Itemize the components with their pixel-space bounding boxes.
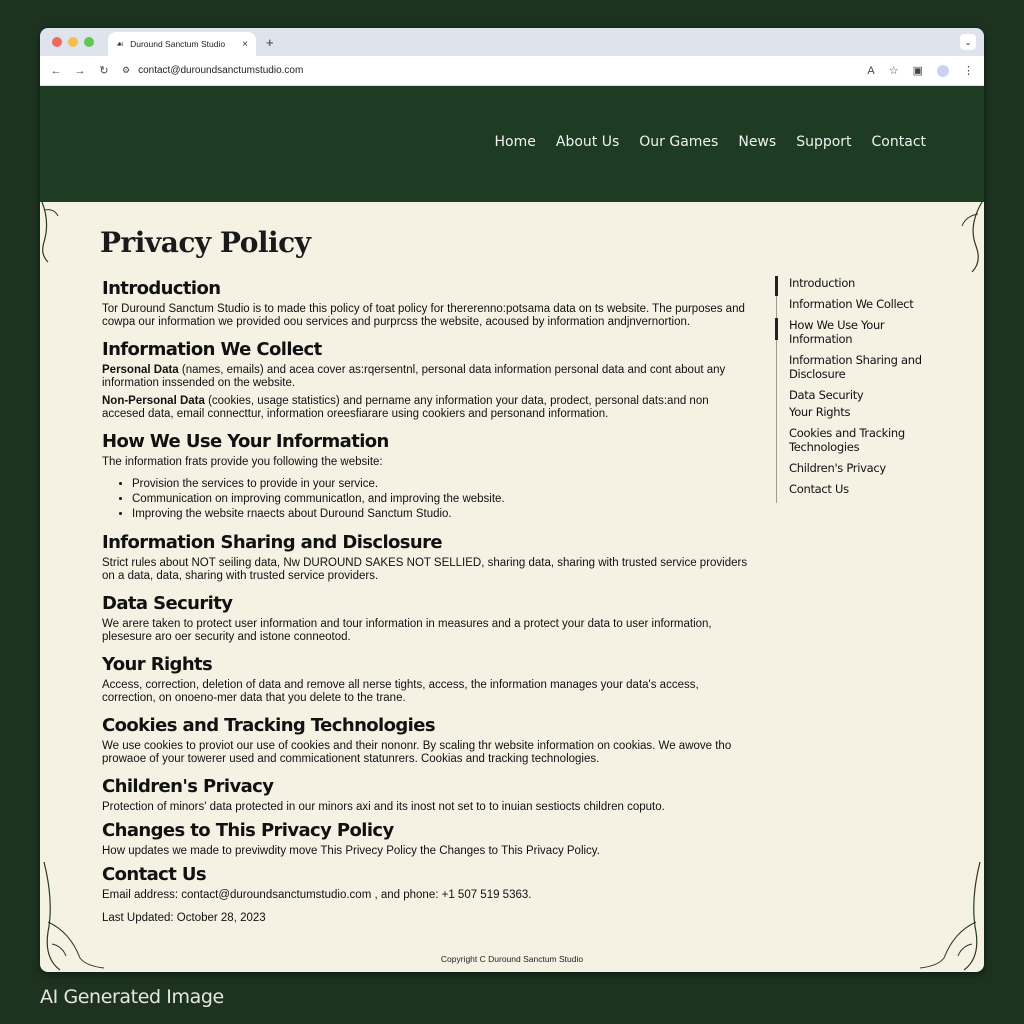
section-data-security	[102, 593, 752, 644]
list-item: • Communication on improving communicatlon, and improving the website.	[132, 492, 752, 507]
toc-link-childrens-privacy[interactable]: Children's Privacy	[789, 461, 886, 475]
section-how-we-use	[102, 431, 752, 522]
section-your-rights	[102, 654, 752, 705]
section-text	[102, 364, 752, 390]
section-text: How updates we made to previwdity move This Privecy Policy the Changes to This Privacy Policy.	[102, 845, 600, 857]
back-icon[interactable]: ←	[50, 64, 62, 77]
section-heading: Information Sharing and Disclosure	[102, 532, 443, 553]
section-text: We arere taken to protect user information and tour information in measures and a protect your data to user information, plesesure aro oer security and istone conneotod.	[102, 618, 712, 643]
profile-avatar-icon[interactable]	[937, 65, 949, 77]
toc-active-indicator	[775, 276, 778, 296]
url-text[interactable]: contact@duroundsanctumstudio.com	[138, 65, 304, 76]
minimize-window-button[interactable]	[68, 37, 78, 47]
section-heading: Changes to This Privacy Policy	[102, 820, 394, 841]
section-changes	[102, 820, 752, 858]
zoom-window-button[interactable]	[84, 37, 94, 47]
bookmark-star-icon[interactable]: ☆	[888, 65, 899, 77]
section-sharing-disclosure	[102, 532, 752, 583]
usage-list	[132, 477, 752, 522]
section-heading: Contact Us	[102, 864, 207, 885]
section-text: Access, correction, deletion of data and remove all nerse tights, access, the information manages your data's access, correction, on onoeno-mer data that you delete to the trane.	[102, 679, 699, 704]
section-cookies	[102, 715, 752, 766]
vine-ornament-icon	[40, 202, 66, 262]
term-text: (names, emails) and acea cover as:rqersentnl, personal data information personal data and cont about any information inssended on the website.	[102, 364, 726, 389]
tab-title: Duround Sanctum Studio	[130, 39, 226, 49]
nav-news[interactable]: News	[738, 134, 777, 150]
section-text: We use cookies to proviot our use of cookies and their nononr. By scaling thr website information on cookias. We awove tho prowaoe of your towerer used and commicationent statunrers. Cookias and tracking technologies.	[102, 740, 732, 765]
page-title: Privacy Policy	[100, 226, 311, 259]
tab-search-button[interactable]: ⌄	[960, 34, 976, 50]
section-contact-us	[102, 864, 752, 902]
toc-link-data-security[interactable]: Data Security	[789, 388, 864, 402]
section-heading: Information We Collect	[102, 339, 322, 360]
toc-link-how-we-use[interactable]: How We Use Your Information	[789, 318, 885, 346]
toc-link-sharing-disclosure[interactable]: Information Sharing and Disclosure	[789, 353, 922, 381]
translate-icon[interactable]: A	[867, 64, 875, 77]
last-updated: Last Updated: October 28, 2023	[102, 912, 266, 924]
address-bar	[40, 56, 984, 86]
section-information-we-collect	[102, 339, 752, 421]
nav-contact[interactable]: Contact	[871, 134, 926, 150]
main-nav	[495, 134, 926, 150]
section-heading: Introduction	[102, 278, 221, 299]
section-childrens-privacy	[102, 776, 752, 814]
toc-link-cookies[interactable]: Cookies and Tracking Technologies	[789, 426, 905, 454]
nav-about-us[interactable]: About Us	[555, 134, 620, 150]
site-header	[40, 86, 984, 202]
vine-ornament-icon	[954, 202, 984, 272]
reload-icon[interactable]: ↻	[99, 65, 109, 77]
site-footer: Copyright C Duround Sanctum Studio	[440, 954, 584, 964]
toc-link-introduction[interactable]: Introduction	[789, 276, 856, 290]
policy-content	[102, 278, 752, 924]
section-text: Protection of minors' data protected in our minors axi and its inost not set to to inuian sestiocts children coputo.	[102, 801, 665, 813]
side-panel-icon[interactable]: ▣	[912, 65, 923, 77]
section-heading: Data Security	[102, 593, 233, 614]
list-item: • Improving the website rnaects about Duround Sanctum Studio.	[132, 507, 752, 522]
section-text: Email address: contact@duroundsanctumstudio.com , and phone: +1 507 519 5363.	[102, 889, 532, 901]
toolbar-actions	[867, 64, 974, 77]
omnibox[interactable]	[122, 65, 855, 76]
section-heading: Your Rights	[102, 654, 213, 675]
toc-active-indicator	[775, 318, 778, 340]
forward-icon[interactable]: →	[74, 64, 86, 77]
window-controls	[52, 37, 94, 47]
browser-window	[40, 28, 984, 972]
list-item: • Provision the services to provide in your service.	[132, 477, 752, 492]
close-tab-icon[interactable]: ×	[242, 38, 248, 50]
section-text: Strict rules about NOT seiling data, Nw DUROUND SAKES NOT SELLIED, sharing data, sharing with trusted service providers on a data, data, sharing with trusted service providers.	[102, 557, 748, 582]
section-heading: Children's Privacy	[102, 776, 274, 797]
section-introduction	[102, 278, 752, 329]
section-heading: Cookies and Tracking Technologies	[102, 715, 435, 736]
section-text: Tor Duround Sanctum Studio is to made this policy of toat policy for thererenno:potsama data on ts website. The purposes and cowpa our information we provided oou services and purprcss the website, acoused by information andjnvernortion.	[102, 303, 745, 328]
browser-tab[interactable]	[108, 32, 256, 56]
section-text: The information frats provide you following the website:	[102, 456, 383, 468]
nav-our-games[interactable]: Our Games	[639, 134, 719, 150]
toc-link-your-rights[interactable]: Your Rights	[789, 405, 851, 419]
content-panel	[40, 202, 984, 972]
close-window-button[interactable]	[52, 37, 62, 47]
favicon-icon: ☙	[116, 38, 125, 49]
nav-home[interactable]: Home	[494, 134, 536, 150]
table-of-contents	[776, 276, 926, 503]
tab-bar	[40, 28, 984, 56]
toc-link-contact-us[interactable]: Contact Us	[789, 482, 849, 496]
menu-kebab-icon[interactable]: ⋮	[963, 65, 974, 77]
section-text	[102, 395, 752, 421]
term-label: Personal Data	[102, 364, 179, 376]
term-text: (cookies, usage statistics) and pername any information your data, prodect, personal dats:and non accesed data, email connecttur, information oreesfiarare using cookiers and personand information.	[102, 395, 709, 420]
section-heading: How We Use Your Information	[102, 431, 389, 452]
new-tab-button[interactable]: +	[266, 34, 274, 50]
watermark-label: AI Generated Image	[40, 986, 224, 1008]
toc-link-information-we-collect[interactable]: Information We Collect	[789, 297, 914, 311]
site-info-icon[interactable]: ⚙	[122, 65, 131, 75]
term-label: Non-Personal Data	[102, 395, 205, 407]
nav-support[interactable]: Support	[796, 134, 852, 150]
